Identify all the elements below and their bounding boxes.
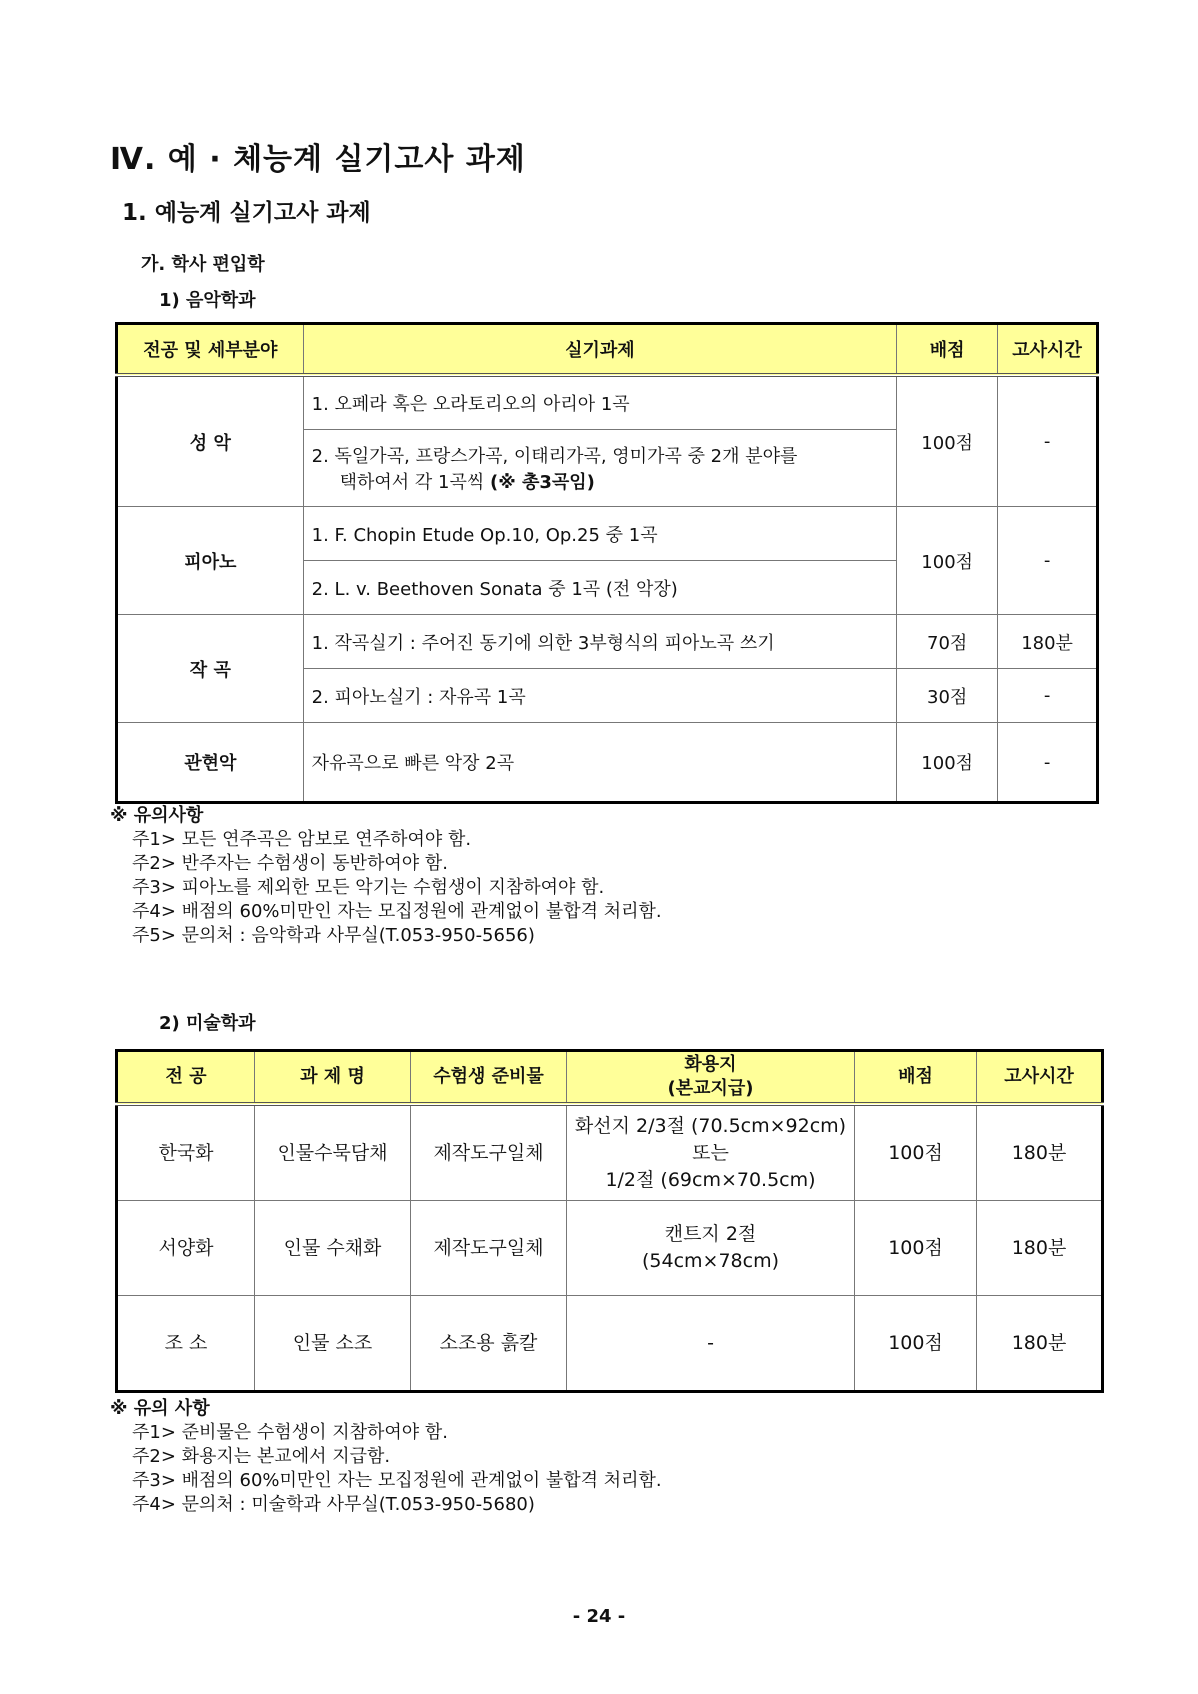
score-cell: 70점: [897, 615, 998, 669]
note-item: 주5> 문의처 : 음악학과 사무실(T.053-950-5656): [132, 925, 535, 946]
major-cell: 서양화: [117, 1201, 255, 1296]
note-item: 주3> 피아노를 제외한 모든 악기는 수험생이 지참하여야 함.: [132, 877, 605, 898]
table-row: [117, 1296, 1103, 1392]
task-cell: 인물 소조: [255, 1296, 411, 1392]
page-number: - 24 -: [572, 1606, 626, 1627]
task-cell: 1. 오페라 혹은 오라토리오의 아리아 1곡: [303, 375, 897, 430]
music-exam-table: [115, 322, 1099, 804]
time-cell: -: [998, 375, 1098, 507]
score-cell: 100점: [855, 1201, 977, 1296]
table-row: [117, 507, 1098, 561]
task-cell: 자유곡으로 빠른 악장 2곡: [303, 723, 897, 803]
note-item: 주4> 문의처 : 미술학과 사무실(T.053-950-5680): [132, 1494, 535, 1515]
subsection-heading: 가. 학사 편입학: [141, 254, 265, 275]
note-item: 주1> 준비물은 수험생이 지참하여야 함.: [132, 1422, 448, 1443]
time-cell: 180분: [977, 1201, 1103, 1296]
table-row: [117, 615, 1098, 669]
note-item: 주3> 배점의 60%미만인 자는 모집정원에 관계없이 불합격 처리함.: [132, 1470, 662, 1491]
table-row: [117, 375, 1098, 430]
major-piano: 피아노: [117, 507, 304, 615]
note-item: 주1> 모든 연주곡은 암보로 연주하여야 함.: [132, 829, 472, 850]
time-cell: -: [998, 669, 1098, 723]
task-cell: 2. 피아노실기 : 자유곡 1곡: [303, 669, 897, 723]
major-cell: 한국화: [117, 1104, 255, 1201]
task-cell: 1. 작곡실기 : 주어진 동기에 의한 3부형식의 피아노곡 쓰기: [303, 615, 897, 669]
major-vocal: 성 악: [117, 375, 304, 507]
task-emphasis: (※ 총3곡임): [489, 472, 595, 493]
major-orchestra: 관현악: [117, 723, 304, 803]
music-table-header: [117, 324, 1098, 376]
section-heading: 1. 예능계 실기고사 과제: [122, 200, 371, 226]
task-line: 택하여서 각 1곡씩 (※ 총3곡임): [339, 472, 595, 493]
time-cell: 180분: [977, 1104, 1103, 1201]
paper-cell: 화선지 2/3절 (70.5cm×92cm) 또는 1/2절 (69cm×70.5cm): [567, 1104, 855, 1201]
score-cell: 30점: [897, 669, 998, 723]
col-header-major: 전 공: [117, 1051, 255, 1105]
music-dept-heading: 1) 음악학과: [159, 290, 256, 311]
task-line: 2. 독일가곡, 프랑스가곡, 이태리가곡, 영미가곡 중 2개 분야를: [311, 446, 798, 467]
notes-title: ※ 유의 사항: [110, 1398, 210, 1419]
note-item: 주2> 반주자는 수험생이 동반하여야 함.: [132, 853, 448, 874]
col-header-time: 고사시간: [977, 1051, 1103, 1105]
major-cell: 조 소: [117, 1296, 255, 1392]
prep-cell: 제작도구일체: [411, 1201, 567, 1296]
task-cell: [303, 430, 897, 507]
time-cell: -: [998, 723, 1098, 803]
art-table-header: [117, 1051, 1103, 1105]
col-header-score: 배점: [897, 324, 998, 376]
task-cell: 1. F. Chopin Etude Op.10, Op.25 중 1곡: [303, 507, 897, 561]
paper-cell: -: [567, 1296, 855, 1392]
task-cell: 인물 수채화: [255, 1201, 411, 1296]
art-dept-heading: 2) 미술학과: [159, 1013, 256, 1034]
page-heading: Ⅳ. 예 · 체능계 실기고사 과제: [110, 142, 526, 177]
paper-cell: 캔트지 2절 (54cm×78cm): [567, 1201, 855, 1296]
notes-title: ※ 유의사항: [110, 805, 204, 826]
col-header-time: 고사시간: [998, 324, 1098, 376]
prep-cell: 제작도구일체: [411, 1104, 567, 1201]
col-header-prep: 수험생 준비물: [411, 1051, 567, 1105]
time-cell: -: [998, 507, 1098, 615]
score-cell: 100점: [897, 723, 998, 803]
task-cell: 인물수묵담채: [255, 1104, 411, 1201]
music-notes: [110, 804, 662, 948]
note-item: 주2> 화용지는 본교에서 지급함.: [132, 1446, 391, 1467]
major-composition: 작 곡: [117, 615, 304, 723]
art-exam-table: [115, 1049, 1104, 1393]
table-row: [117, 723, 1098, 803]
prep-cell: 소조용 흙칼: [411, 1296, 567, 1392]
col-header-task: 과 제 명: [255, 1051, 411, 1105]
col-header-task: 실기과제: [303, 324, 897, 376]
time-cell: 180분: [998, 615, 1098, 669]
table-row: [117, 1104, 1103, 1201]
score-cell: 100점: [855, 1104, 977, 1201]
task-cell: 2. L. v. Beethoven Sonata 중 1곡 (전 악장): [303, 561, 897, 615]
col-header-score: 배점: [855, 1051, 977, 1105]
col-header-major: 전공 및 세부분야: [117, 324, 304, 376]
score-cell: 100점: [855, 1296, 977, 1392]
col-header-paper: 화용지 (본교지급): [567, 1051, 855, 1105]
time-cell: 180분: [977, 1296, 1103, 1392]
art-notes: [110, 1397, 662, 1517]
score-cell: 100점: [897, 507, 998, 615]
note-item: 주4> 배점의 60%미만인 자는 모집정원에 관계없이 불합격 처리함.: [132, 901, 662, 922]
score-cell: 100점: [897, 375, 998, 507]
table-row: [117, 1201, 1103, 1296]
